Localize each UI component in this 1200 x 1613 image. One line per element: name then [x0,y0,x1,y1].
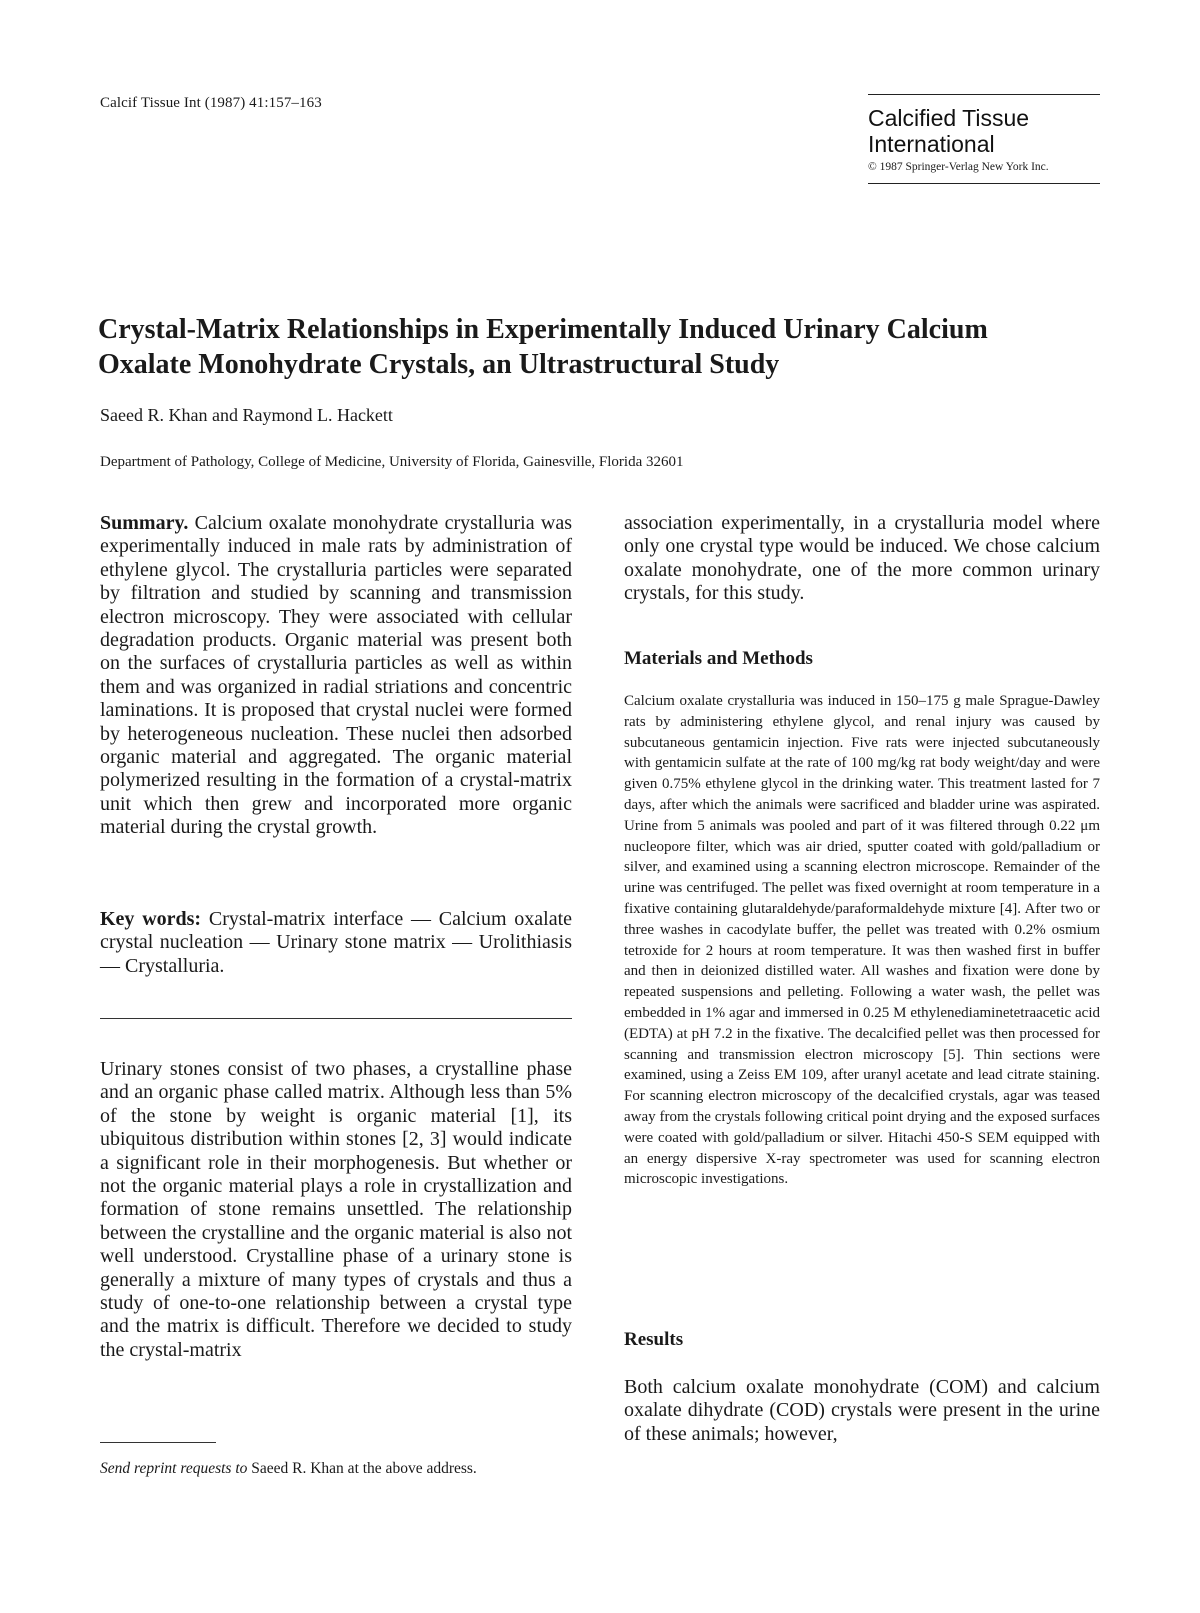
methods-heading: Materials and Methods [624,648,813,669]
summary-paragraph [100,512,572,840]
footnote-rule [100,1442,216,1443]
title-line2: Oxalate Monohydrate Crystals, an Ultrastructural Study [98,349,780,380]
article-authors: Saeed R. Khan and Raymond L. Hackett [100,405,393,425]
summary-label: Summary. [100,512,189,534]
footnote-italic: Send reprint requests to [100,1460,248,1477]
author-affiliation: Department of Pathology, College of Medicine, University of Florida, Gainesville, Florida 32601 [100,454,684,470]
keywords-label: Key words: [100,908,202,930]
footnote-text: Saeed R. Khan at the above address. [247,1460,477,1477]
section-divider [100,1018,572,1019]
methods-paragraph: Calcium oxalate crystalluria was induced in 150–175 g male Sprague-Dawley rats by administering ethylene glycol, and renal injury was caused by subcutaneous gentamicin injection. Five rats were injected subcutaneously with gentamicin sulfate at the rate of 100 mg/kg rat body weight/day and were given 0.75% ethylene glycol in the drinking water. This treatment lasted for 7 days, after which the animals were sacrificed and bladder urine was aspirated. Urine from 5 animals was pooled and part of it was filtered through 0.22 μm nucleopore filter, which was air dried, sputter coated with gold/palladium or silver, and examined using a scanning electron microscope. Remainder of the urine was centrifuged. The pellet was fixed overnight at room temperature in a fixative containing glutaraldehyde/paraformaldehyde mixture [4]. After two or three washes in cacodylate buffer, the pellet was treated with 0.2% osmium tetroxide for 2 hours at room temperature. It was then washed first in buffer and then in deionized distilled water. All washes and fixation were done by repeated suspensions and pelleting. Following a water wash, the pellet was embedded in 1% agar and immersed in 0.25 M ethylenediaminetetraacetic acid (EDTA) at pH 7.2 in the fixative. The decalcified pellet was then processed for scanning and transmission electron microscopy [5]. Thin sections were examined, using a Zeiss EM 109, after uranyl acetate and lead citrate staining. For scanning electron microscopy of the decalcified crystals, agar was teased away from the crystals following critical point drying and the exposed surfaces were coated with gold/palladium or silver. Hitachi 450-S SEM equipped with an energy dispersive X-ray spectrometer was used for scanning electron microscopic investigations. [624,693,1100,1188]
results-paragraph: Both calcium oxalate monohydrate (COM) and calcium oxalate dihydrate (COD) crystals were present in the urine of these animals; however, [624,1376,1100,1445]
footnote [100,1460,477,1478]
keywords-text: Crystal-matrix interface — Calcium oxalate crystal nucleation — Urinary stone matrix — Urolithiasis — Crystalluria. [100,908,573,977]
journal-citation: Calcif Tissue Int (1987) 41:157–163 [100,95,322,111]
journal-name-line2: International [868,131,995,157]
results-heading: Results [624,1329,684,1350]
copyright-notice: © 1987 Springer-Verlag New York Inc. [868,161,1049,173]
article-title [98,312,1108,382]
summary-text: Calcium oxalate monohydrate crystalluria was experimentally induced in male rats by administration of ethylene glycol. The crystalluria particles were separated by filtration and studied by scanning and transmission electron microscopy. They were associated with cellular degradation products. Organic material was present both on the surfaces of crystalluria particles as well as within them and was organized in radial striations and concentric laminations. It is proposed that crystal nuclei were formed by heterogeneous nucleation. These nuclei then adsorbed organic material and aggregated. The organic material polymerized resulting in the formation of a crystal-matrix unit which then grew and incorporated more organic material during the crystal growth. [100,512,572,839]
title-line1: Crystal-Matrix Relationships in Experimentally Induced Urinary Calcium [98,314,988,345]
journal-name-line1: Calcified Tissue [868,105,1030,131]
keywords-paragraph [100,908,572,978]
journal-masthead [868,94,1100,184]
intro-continuation: association experimentally, in a crystalluria model where only one crystal type would be induced. We chose calcium oxalate monohydrate, one of the more common urinary crystals, for this study. [624,512,1100,605]
intro-paragraph: Urinary stones consist of two phases, a crystalline phase and an organic phase called matrix. Although less than 5% of the stone by weight is organic material [1], its ubiquitous distribution within stones [2, 3] would indicate a significant role in their morphogenesis. But whether or not the organic material plays a role in crystallization and formation of stone remains unsettled. The relationship between the crystalline and the organic material is also not well understood. Crystalline phase of a urinary stone is generally a mixture of many types of crystals and thus a study of one-to-one relationship between a crystal type and the matrix is difficult. Therefore we decided to study the crystal-matrix [100,1058,572,1361]
